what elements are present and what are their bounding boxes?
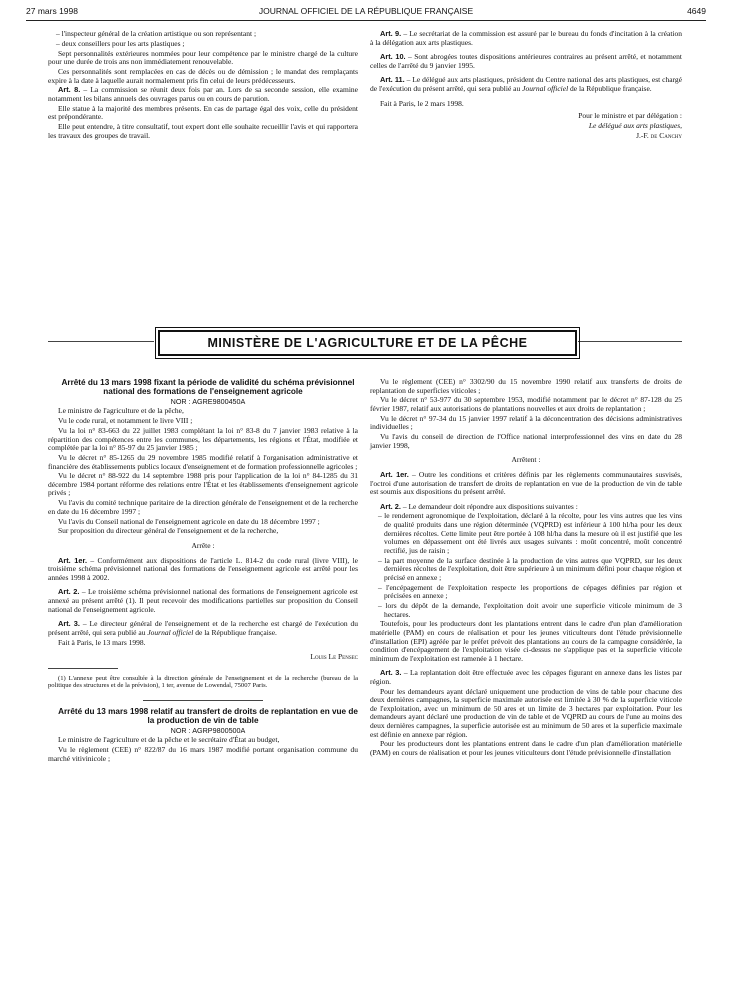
header-rule [26,20,706,21]
article-label: Art. 8. [58,85,81,95]
decree-1-nor: NOR : AGRE9800450A [170,396,246,406]
article-label: Art. 3. [58,619,80,629]
page-header [26,6,706,20]
signature-title: Le délégué aux arts plastiques, [588,120,682,130]
signature-name [48,653,358,662]
signatory: J.-F. de Canchy [636,130,682,140]
paragraph: Sept personnalités extérieures nommées pour leur compétence par le ministre chargé de la culture pour une durée de trois ans non immédiatement renouvelable. [48,48,358,67]
paragraph: – l'inspecteur général de la création artistique ou son représentant ; [56,29,257,38]
decree-2-article-1 [370,471,682,497]
list-item: – la part moyenne de la surface destinée à la production de vins autres que VQPRD, sur les deux dernières récoltes de l'exploitation, doit être supérieure à un minimum défini pour chaque région et précisé en annexe ; [378,555,682,582]
article-text: – Le directeur général de l'enseignement et de la recherche est chargé de l'exécution du présent arrêté, qui sera publié au [48,619,358,637]
paragraph: Le ministre de l'agriculture et de la pêche et le secrétaire d'État au budget, [58,735,280,745]
decree-1-article-2 [48,588,358,614]
article-label: Art. 3. [380,668,402,678]
paragraph: Ces personnalités sont remplacées en cas de décès ou de démission ; le mandat des remplaçants expire à la date à laquelle aurait normalement pris fin celui de leurs prédécesseurs. [48,66,358,85]
article-text: de la République française. [568,83,652,93]
paragraph: Toutefois, pour les producteurs dont les plantations entrent dans le cadre d'un plan d'amélioration matérielle (PAM) en cours de réalisation et pour les jeunes viticulteurs dont l'étude prévisionnelle d'installation (EPI) agréée par le préfet prévoit des plantations au cours de la campagne considérée, la condition d'encépagement de l'exploitation visée ci-dessus ne s'applique pas et la superficie viticole minimum de l'exploitation est ramenée à 1 hectare. [370,619,682,663]
article-10 [370,53,682,70]
decree-2-article-3 [370,669,682,686]
decree-2-nor: NOR : AGRP9800500A [170,725,246,735]
article-label: Art. 1er. [58,555,88,565]
paragraph: Vu le code rural, et notamment le livre VIII ; [58,416,193,426]
header-page-number: 4649 [687,6,706,16]
article-11 [370,76,682,93]
decree-2-title: Arrêté du 13 mars 1998 relatif au transfert de droits de replantation en vue de la production de vin de table [58,706,358,726]
banner-rule-left [48,341,154,342]
paragraph: – deux conseillers pour les arts plastiques ; [56,38,185,48]
paragraph: Vu le décret n° 88-922 du 14 septembre 1988 pris pour l'application de la loi n° 84-1285 du 31 décembre 1984 portant réforme des relations entre l'État et les établissements d'enseignement agricole privés ; [48,471,358,498]
article-label: Art. 1er. [380,469,409,479]
arrete-heading: Arrête : [191,541,215,550]
decree-separator [143,700,263,701]
paragraph: Elle peut entendre, à titre consultatif, tout expert dont elle souhaite recueillir l'avis et qui rapportera les travaux des groupes de travail. [48,122,358,140]
top-right-column [370,30,682,142]
list-item: – l'encépagement de l'exploitation respecte les proportions de cépages définies par région et précisées en annexe ; [378,582,682,601]
article-label: Art. 10. [380,52,406,62]
top-left-column [48,30,358,141]
article-text: – Le troisième schéma prévisionnel national des formations de l'enseignement agricole est annexé au présent arrêté (1). Il peut recevoir des modifications partielles sur proposition du Conseil national de l'enseignement agricole. [48,587,358,614]
decree-2-article-2 [370,503,682,512]
paragraph: Pour les producteurs dont les plantations entrent dans le cadre d'un plan d'amélioration matérielle (PAM) en cours de réalisation et pour les jeunes viticulteurs dont l'étude prévisionnelle d'installation [370,739,682,758]
journal-officiel-italic: Journal officiel [522,83,569,93]
list-item: – lors du dépôt de la demande, l'exploitation doit avoir une superficie viticole minimum de 3 hectares. [378,600,682,619]
article-label: Art. 9. [380,29,402,38]
paragraph: Le ministre de l'agriculture et de la pêche, [58,406,184,416]
decree-1-article-1 [48,557,358,583]
ministry-banner: MINISTÈRE DE L'AGRICULTURE ET DE LA PÊCHE [158,330,577,356]
decree-1-title: Arrêté du 13 mars 1998 fixant la période de validité du schéma prévisionnel national des formations de l'enseignement agricole [61,378,355,397]
signature-name [370,132,682,141]
signature-line-1: Pour le ministre et par délégation : [578,111,682,121]
article-text: de la République française. [193,627,277,637]
article-text: – La replantation doit être effectuée avec les cépages figurant en annexe dans les listes par région. [370,668,683,686]
header-date: 27 mars 1998 [26,6,78,16]
paragraph: Vu l'avis du Conseil national de l'enseignement agricole en date du 18 décembre 1997 ; [58,516,320,526]
footnote-rule [48,668,118,669]
article-text: – Le délégué aux arts plastiques, président du Centre national des arts plastiques, est chargé de l'exécution du présent arrêté, qui sera publié au [370,75,683,93]
signatory: Louis Le Pensec [310,652,358,662]
lower-right-column [370,378,682,759]
article-9 [370,30,682,47]
signature-line-2 [370,122,682,131]
paragraph: Vu la loi n° 83-663 du 22 juillet 1983 complétant la loi n° 83-8 du 7 janvier 1983 relative à la répartition des compétences entre les communes, les départements, les régions et l'État, modifiée et complétée par la loi n° 85-97 du 25 janvier 1985 ; [48,425,358,453]
arretent-heading: Arrêtent : [511,455,541,465]
list-item: – le rendement agronomique de l'exploitation, déclaré à la récolte, pour les vins autres que les vins de qualité produits dans une région déterminée (VQPRD) est inférieur à 100 hl/ha pour les deux dernières récoltes. Cette limite peut être portée à 108 hl/ha dans la mesure où il est justifié que les volumes en dépassement ont été livrés aux usages suivants : moût concentré, moût concentré rectifié, jus de raisin ; [378,511,682,555]
paragraph: Vu le décret n° 85-1265 du 29 novembre 1985 modifié relatif à l'organisation administrative et financière des établissements publics locaux d'enseignement et de formation professionnelle agricoles ; [48,452,358,471]
article-text: – Le secrétariat de la commission est assuré par le bureau du fonds d'incitation à la création à la délégation aux arts plastiques. [370,29,682,47]
paragraph: Vu l'avis du comité technique paritaire de la direction générale de l'enseignement et de la recherche en date du 16 décembre 1997 ; [48,498,358,516]
article-text: – Le demandeur doit répondre aux dispositions suivantes : [400,501,578,511]
place-date: Fait à Paris, le 13 mars 1998. [58,637,146,647]
banner-rule-right [578,341,682,342]
article-8 [48,86,358,103]
paragraph: Vu le décret n° 53-977 du 30 septembre 1953, modifié notamment par le décret n° 87-128 du 25 février 1987, relatif aux autorisations de plantations nouvelles et aux droits de replantation ; [370,395,682,413]
paragraph: Elle statue à la majorité des membres présents. En cas de partage égal des voix, celle du président est prépondérante. [48,103,358,122]
paragraph: Vu le règlement (CEE) n° 822/87 du 16 mars 1987 modifié portant organisation commune du marché vitivinicole ; [48,745,358,763]
footnote: (1) L'annexe peut être consultée à la direction générale de l'enseignement et de la recherche (bureau de la politique des structures et de la prévision), 1 ter, avenue de Lowendal, 75007 Paris. [48,674,358,690]
paragraph: Sur proposition du directeur général de l'enseignement et de la recherche, [58,526,279,536]
paragraph: Vu l'avis du conseil de direction de l'Office national interprofessionnel des vins en date du 28 janvier 1998, [370,432,682,450]
article-text: – La commission se réunit deux fois par an. Lors de sa seconde session, elle examine notamment les bilans annuels des ouvrages parus ou en cours de parution. [48,85,358,103]
place-date: Fait à Paris, le 2 mars 1998. [380,98,464,108]
header-journal-title: JOURNAL OFFICIEL DE LA RÉPUBLIQUE FRANÇAISE [258,6,474,16]
article-text: – Sont abrogées toutes dispositions antérieures contraires au présent arrêté, et notamment celles de l'arrêté du 9 janvier 1995. [370,52,682,70]
journal-officiel-italic: Journal officiel [147,627,194,637]
lower-left-column [48,378,358,764]
paragraph: Vu le décret n° 97-34 du 15 janvier 1997 relatif à la déconcentration des décisions administratives individuelles ; [370,413,682,432]
decree-1-article-3 [48,620,358,637]
article-text: – Outre les conditions et critères définis par les règlements communautaires susvisés, l'octroi d'une autorisation de transfert de droits de replantation en vue de la production de vin de table est soumis aux dispositions du présent arrêté. [370,469,683,497]
paragraph: Pour les demandeurs ayant déclaré uniquement une production de vins de table pour chacune des deux dernières campagnes, la superficie maximale autorisée est limitée à 30 % de la superficie viticole de l'exploitation, avec un minimum de 50 ares et un limite de 3 hectares par exploitation. Pour les demandeurs ayant déclaré une production de vin de table et de VQPRD au cours de l'une au moins des deux dernières campagnes, la superficie autorisée est au minimum de 50 ares et la superficie maximale est définie en annexe par région. [370,686,682,739]
article-label: Art. 2. [380,501,401,511]
article-label: Art. 11. [380,75,405,85]
article-text: – Conformément aux dispositions de l'article L. 814-2 du code rural (livre VIII), le troisième schéma prévisionnel national des formations de l'enseignement agricole est arrêté pour les années 1998 à 2002. [48,555,358,582]
article-label: Art. 2. [58,587,80,597]
paragraph: Vu le règlement (CEE) n° 3302/90 du 15 novembre 1990 relatif aux transferts de droits de replantation de superficies viticoles ; [370,377,682,395]
